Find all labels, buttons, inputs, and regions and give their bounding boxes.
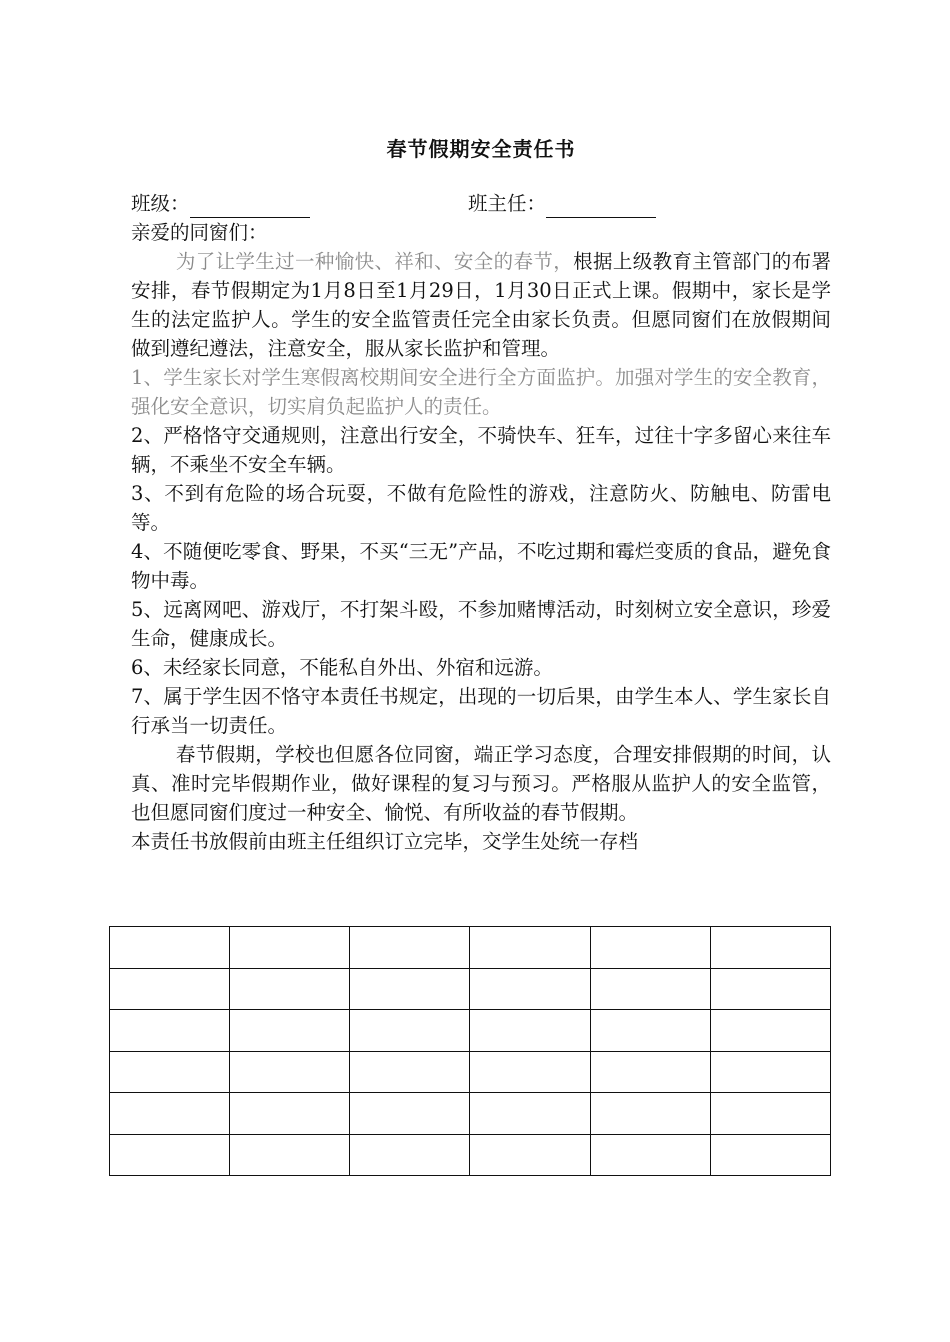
table-cell	[110, 1093, 230, 1135]
closing-paragraph: 春节假期，学校也但愿各位同窗，端正学习态度，合理安排假期的时间，认真、准时完毕假期作业，做好课程的复习与预习。严格服从监护人的安全监管，也但愿同窗们度过一种安全、愉悦、有所收益的春节假期。	[131, 743, 831, 824]
table-cell	[110, 1134, 230, 1176]
table-cell	[590, 1010, 710, 1052]
table-row	[110, 1051, 831, 1093]
table-row	[110, 1093, 831, 1135]
table-cell	[230, 927, 350, 969]
class-blank-line	[190, 195, 310, 218]
table-cell	[590, 1051, 710, 1093]
table-cell	[470, 968, 590, 1010]
table-cell	[710, 1093, 830, 1135]
table-cell	[230, 1134, 350, 1176]
table-row	[110, 1134, 831, 1176]
rule-item-6: 6、未经家长同意，不能私自外出、外宿和远游。	[131, 656, 553, 679]
table-cell	[350, 1010, 470, 1052]
rule-item-5: 5、远离网吧、游戏厅，不打架斗殴，不参加赌博活动，时刻树立安全意识，珍爱生命，健康成长。	[131, 598, 831, 650]
table-cell	[350, 1051, 470, 1093]
rule-item-7: 7、属于学生因不恪守本责任书规定，出现的一切后果，由学生本人、学生家长自行承当一切责任。	[131, 685, 831, 737]
document-title: 春节假期安全责任书	[386, 137, 576, 161]
intro-faded-text: 为了让学生过一种愉快、祥和、安全的春节，	[175, 250, 574, 273]
header-fields	[131, 190, 831, 218]
table-cell	[110, 968, 230, 1010]
footer-note: 本责任书放假前由班主任组织订立完毕，交学生处统一存档	[131, 830, 639, 853]
table-cell	[470, 927, 590, 969]
table-cell	[710, 1134, 830, 1176]
table-row	[110, 927, 831, 969]
greeting: 亲爱的同窗们：	[131, 221, 268, 244]
table-cell	[470, 1051, 590, 1093]
table-cell	[110, 1010, 230, 1052]
table-row	[110, 968, 831, 1010]
rule-item-3: 3、不到有危险的场合玩耍，不做有危险性的游戏，注意防火、防触电、防雷电等。	[131, 482, 831, 534]
rule-item-2: 2、严格恪守交通规则，注意出行安全，不骑快车、狂车，过往十字多留心来往车辆，不乘坐不安全车辆。	[131, 424, 831, 476]
table-cell	[710, 927, 830, 969]
rule-item-1: 1、学生家长对学生寒假离校期间安全进行全方面监护。加强对学生的安全教育，强化安全意识，切实肩负起监护人的责任。	[131, 366, 831, 418]
teacher-label: 班主任：	[468, 192, 547, 215]
class-label: 班级：	[131, 192, 190, 215]
intro-paragraph	[131, 247, 831, 363]
table-cell	[710, 1010, 830, 1052]
table-cell	[350, 968, 470, 1010]
table-cell	[230, 1051, 350, 1093]
rule-item-4: 4、不随便吃零食、野果，不买“三无”产品，不吃过期和霉烂变质的食品，避免食物中毒。	[131, 540, 831, 592]
teacher-field	[468, 190, 656, 218]
class-field	[131, 190, 310, 218]
table-cell	[710, 1051, 830, 1093]
table-cell	[110, 1051, 230, 1093]
table-row	[110, 1010, 831, 1052]
table-cell	[470, 1010, 590, 1052]
table-cell	[350, 1093, 470, 1135]
table-cell	[590, 927, 710, 969]
table-cell	[110, 927, 230, 969]
table-cell	[470, 1134, 590, 1176]
table-cell	[350, 1134, 470, 1176]
table-cell	[710, 968, 830, 1010]
table-cell	[470, 1093, 590, 1135]
table-cell	[230, 968, 350, 1010]
table-cell	[350, 927, 470, 969]
document-body	[131, 218, 831, 856]
table-cell	[590, 1093, 710, 1135]
table-cell	[230, 1093, 350, 1135]
table-cell	[230, 1010, 350, 1052]
table-cell	[590, 968, 710, 1010]
intro-text: 根据上级教育主管部门的布署安排，春节假期定为1月8日至1月29日，1月30日正式上课。假期中，家长是学生的法定监护人。学生的安全监管责任完全由家长负责。但愿同窗们在放假期间做到遵纪遵法，注意安全，服从家长监护和管理。	[131, 250, 831, 360]
table-cell	[590, 1134, 710, 1176]
teacher-blank-line	[546, 195, 656, 218]
signature-table	[109, 926, 831, 1176]
